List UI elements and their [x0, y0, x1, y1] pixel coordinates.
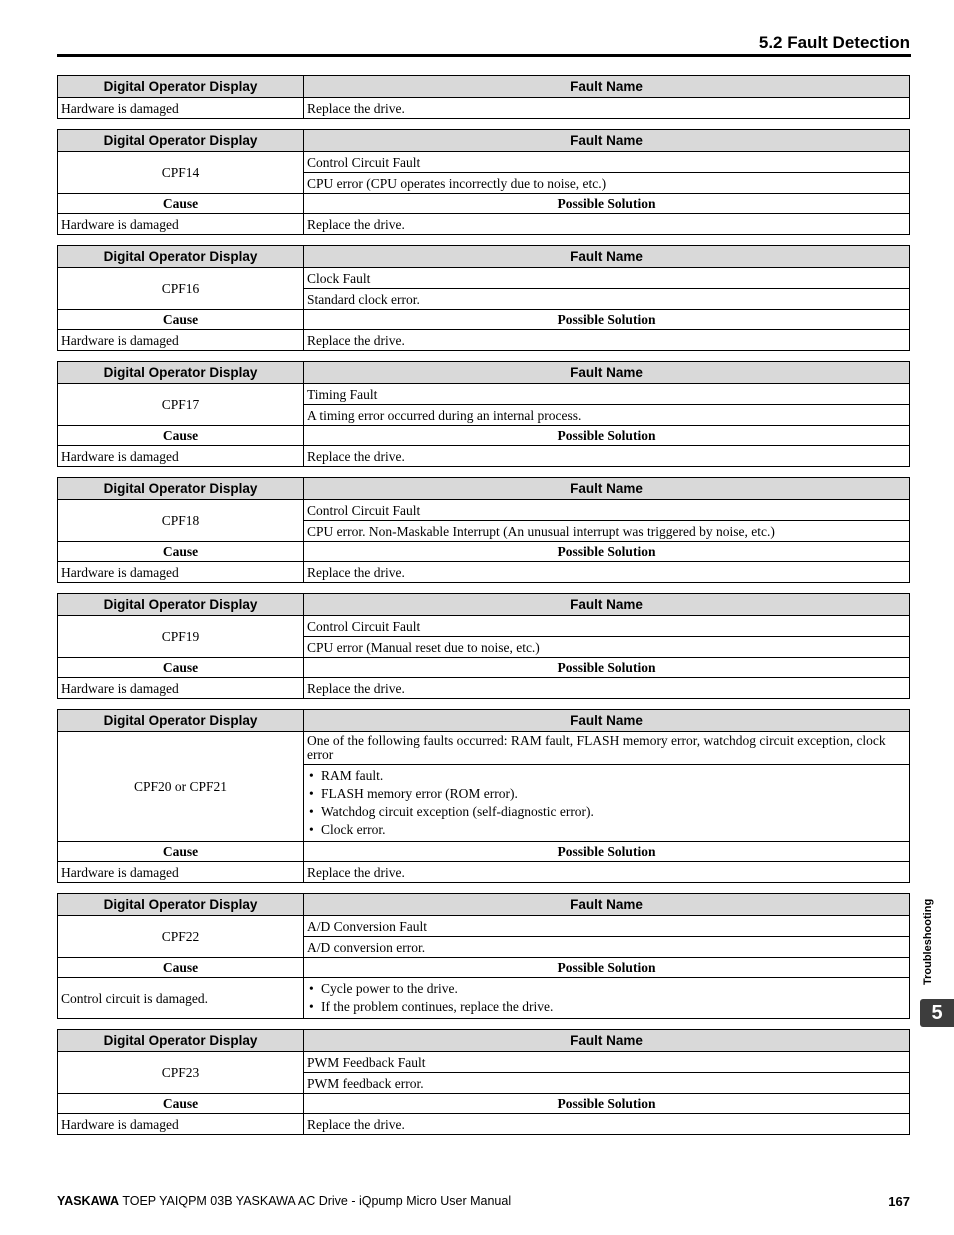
list-item: • FLASH memory error (ROM error).	[307, 785, 906, 803]
fault-description: A/D conversion error.	[304, 937, 910, 958]
solution-cell: Replace the drive.	[304, 98, 910, 119]
fault-code: CPF19	[58, 616, 304, 658]
list-item: • Watchdog circuit exception (self-diagnostic error).	[307, 803, 906, 821]
solution-list-cell	[304, 978, 910, 1019]
list-item: • RAM fault.	[307, 767, 906, 785]
solution-header: Possible Solution	[304, 1094, 910, 1114]
cause-header: Cause	[58, 310, 304, 330]
solution-list	[307, 980, 906, 1016]
fault-table-cpf22	[57, 893, 910, 1019]
fault-tables	[57, 75, 910, 1145]
col-header-fault-name: Fault Name	[304, 246, 910, 268]
solution-header: Possible Solution	[304, 310, 910, 330]
solution-cell: Replace the drive.	[304, 446, 910, 467]
header-rule	[57, 54, 911, 57]
fault-code: CPF23	[58, 1052, 304, 1094]
fault-name: Control Circuit Fault	[304, 616, 910, 637]
cause-cell: Hardware is damaged	[58, 446, 304, 467]
fault-table-cpf16	[57, 245, 910, 351]
fault-name: Control Circuit Fault	[304, 500, 910, 521]
cause-cell: Control circuit is damaged.	[58, 978, 304, 1019]
fault-description-list	[307, 767, 906, 839]
chapter-side-label: Troubleshooting	[922, 898, 934, 985]
fault-code: CPF18	[58, 500, 304, 542]
chapter-number-tab: 5	[920, 999, 954, 1027]
col-header-display: Digital Operator Display	[58, 362, 304, 384]
solution-header: Possible Solution	[304, 842, 910, 862]
solution-header: Possible Solution	[304, 194, 910, 214]
solution-cell: Replace the drive.	[304, 214, 910, 235]
fault-description: PWM feedback error.	[304, 1073, 910, 1094]
list-item: • Cycle power to the drive.	[307, 980, 906, 998]
cause-header: Cause	[58, 658, 304, 678]
fault-table-cpf23	[57, 1029, 910, 1135]
fault-table-cpf17	[57, 361, 910, 467]
solution-header: Possible Solution	[304, 658, 910, 678]
fault-description: CPU error. Non-Maskable Interrupt (An unusual interrupt was triggered by noise, etc.)	[304, 521, 910, 542]
cause-header: Cause	[58, 1094, 304, 1114]
col-header-display: Digital Operator Display	[58, 130, 304, 152]
cause-cell: Hardware is damaged	[58, 862, 304, 883]
fault-name: PWM Feedback Fault	[304, 1052, 910, 1073]
cause-header: Cause	[58, 542, 304, 562]
col-header-fault-name: Fault Name	[304, 362, 910, 384]
footer-manual-title: TOEP YAIQPM 03B YASKAWA AC Drive - iQpump Micro User Manual	[122, 1194, 512, 1208]
section-title: 5.2 Fault Detection	[758, 33, 910, 52]
col-header-fault-name: Fault Name	[304, 1030, 910, 1052]
solution-cell: Replace the drive.	[304, 562, 910, 583]
fault-name: Timing Fault	[304, 384, 910, 405]
fault-description: CPU error (Manual reset due to noise, etc.)	[304, 637, 910, 658]
col-header-display: Digital Operator Display	[58, 478, 304, 500]
col-header-display: Digital Operator Display	[58, 1030, 304, 1052]
cause-cell: Hardware is damaged	[58, 330, 304, 351]
solution-header: Possible Solution	[304, 426, 910, 446]
cause-cell: Hardware is damaged	[58, 1114, 304, 1135]
cause-cell: Hardware is damaged	[58, 678, 304, 699]
fault-table-cpf14	[57, 129, 910, 235]
fault-code: CPF16	[58, 268, 304, 310]
solution-cell: Replace the drive.	[304, 862, 910, 883]
fault-table-cpf18	[57, 477, 910, 583]
solution-header: Possible Solution	[304, 958, 910, 978]
fault-description-list-cell	[304, 765, 910, 842]
col-header-display: Digital Operator Display	[58, 710, 304, 732]
fault-description: Standard clock error.	[304, 289, 910, 310]
cause-cell: Hardware is damaged	[58, 214, 304, 235]
solution-cell: Replace the drive.	[304, 330, 910, 351]
fault-code: CPF14	[58, 152, 304, 194]
list-item: • If the problem continues, replace the drive.	[307, 998, 906, 1016]
col-header-display: Digital Operator Display	[58, 246, 304, 268]
fault-code: CPF22	[58, 916, 304, 958]
footer-manual-info	[57, 1194, 511, 1208]
cause-header: Cause	[58, 426, 304, 446]
col-header-fault-name: Fault Name	[304, 76, 910, 98]
fault-table-cpf20-cpf21	[57, 709, 910, 883]
col-header-fault-name: Fault Name	[304, 594, 910, 616]
fault-description: CPU error (CPU operates incorrectly due to noise, etc.)	[304, 173, 910, 194]
footer-brand: YASKAWA	[57, 1194, 120, 1208]
list-item: • Clock error.	[307, 821, 906, 839]
col-header-display: Digital Operator Display	[58, 76, 304, 98]
solution-header: Possible Solution	[304, 542, 910, 562]
fault-name: Clock Fault	[304, 268, 910, 289]
col-header-display: Digital Operator Display	[58, 594, 304, 616]
fault-name: Control Circuit Fault	[304, 152, 910, 173]
col-header-fault-name: Fault Name	[304, 478, 910, 500]
col-header-display: Digital Operator Display	[58, 894, 304, 916]
col-header-fault-name: Fault Name	[304, 710, 910, 732]
col-header-fault-name: Fault Name	[304, 894, 910, 916]
fault-description: A timing error occurred during an internal process.	[304, 405, 910, 426]
fault-table-cpf19	[57, 593, 910, 699]
fault-name: One of the following faults occurred: RAM fault, FLASH memory error, watchdog circuit exception, clock error	[304, 732, 910, 765]
cause-header: Cause	[58, 194, 304, 214]
fault-code: CPF20 or CPF21	[58, 732, 304, 842]
solution-cell: Replace the drive.	[304, 1114, 910, 1135]
cause-cell: Hardware is damaged	[58, 98, 304, 119]
fault-name: A/D Conversion Fault	[304, 916, 910, 937]
page-number: 167	[888, 1194, 910, 1209]
cause-cell: Hardware is damaged	[58, 562, 304, 583]
fault-code: CPF17	[58, 384, 304, 426]
cause-header: Cause	[58, 958, 304, 978]
cause-header: Cause	[58, 842, 304, 862]
fault-table-partial	[57, 75, 910, 119]
col-header-fault-name: Fault Name	[304, 130, 910, 152]
solution-cell: Replace the drive.	[304, 678, 910, 699]
